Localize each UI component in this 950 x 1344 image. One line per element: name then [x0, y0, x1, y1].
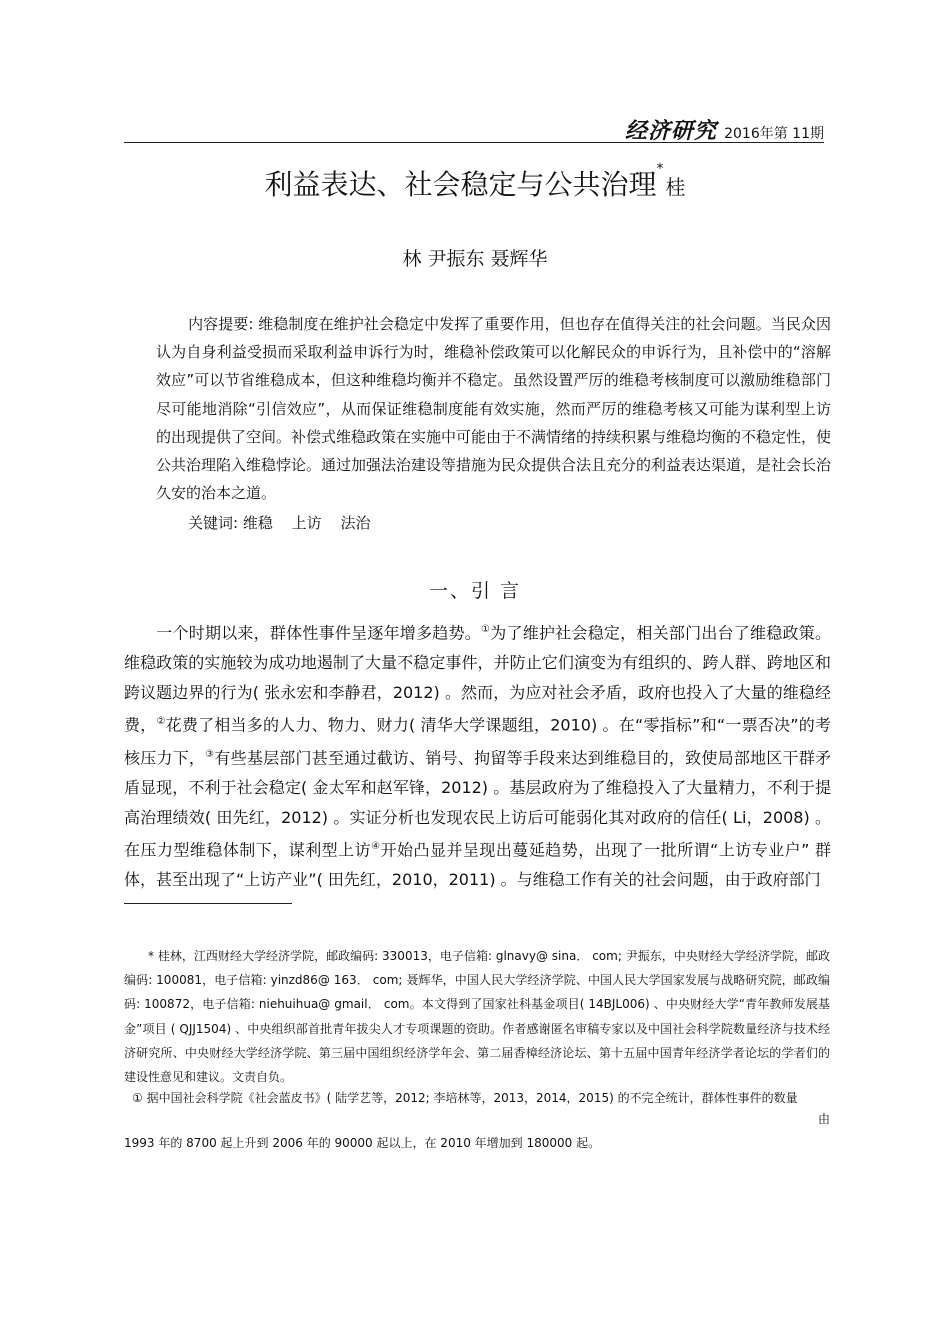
journal-masthead: [625, 114, 824, 145]
keywords: [188, 509, 384, 537]
body-text-2: 为了维护社会稳定，相关部门出台了维稳政策。维稳政策的实施较为成功地遏制了大量不稳定事件，并防止它们演变为有组织的、跨人群、跨地区和跨议题边界的行为( 张永宏和李静君，2012) 。然而，为应对社会矛盾，政府也投入了大量的维稳经费，: [124, 623, 831, 735]
author-footnote-text: * 桂林，江西财经大学经济学院，邮政编码: 330013，电子信箱: glnavy@ sina． com; 尹振东，中央财经大学经济学院，邮政编码: 100081，电子信箱: yinzd86@ 163． com; 聂辉华，中国人民大学经济学院、中国人民大学国家发展与战略研究院，邮政编码: 100872，电子信箱: niehuihua@ gmail． com。本文得到了国家社科基金项目( 14BJL006) 、中央财经大学“青年教师发展基金”项目 ( QJJ1504) 、中央组织部首批青年拔尖人才专项课题的资助。作者感谢匿名审稿专家以及中国社会科学院数量经济与技术经济研究所、中央财经大学经济学院、第三届中国组织经济学年会、第二届香樟经济论坛、第十五届中国青年经济学者论坛的学者们的建设性意见和建议。文责自负。: [124, 949, 830, 1085]
article-title: [0, 163, 950, 203]
footnote-ref: ②: [156, 716, 166, 728]
abstract-text: 内容提要: 维稳制度在维护社会稳定中发挥了重要作用，但也存在值得关注的社会问题。当民众因认为自身利益受损而采取利益申诉行为时，维稳补偿政策可以化解民众的申诉行为，且补偿中的“溶解效应”可以节省维稳成本，但这种维稳均衡并不稳定。虽然设置严厉的维稳考核制度可以激励维稳部门尽可能地消除“引信效应”，从而保证维稳制度能有效实施，然而严厉的维稳考核又可能为谋利型上访的出现提供了空间。补偿式维稳政策在实施中可能由于不满情绪的持续积累与维稳均衡的不稳定性，使公共治理陷入维稳悖论。通过加强法治建设等措施为民众提供合法且充分的利益表达渠道，是社会长治久安的治本之道。: [156, 315, 832, 503]
footnote-ref: ③: [205, 749, 215, 761]
footnote-1-text: ① 据中国社会科学院《社会蓝皮书》( 陆学艺等，2012; 李培林等，2013，2014，2015) 的不完全统计，群体性事件的数量: [132, 1091, 798, 1105]
footnote-1-continuation: 1993 年的 8700 起上升到 2006 年的 90000 起以上，在 2010 年增加到 180000 起。: [124, 1136, 601, 1150]
article-title-text: 利益表达、社会稳定与公共治理: [264, 168, 657, 201]
body-text-1: 一个时期以来，群体性事件呈逐年增多趋势。: [156, 623, 482, 643]
body-text-4: 有些基层部门甚至通过截访、销号、拘留等手段来达到维稳目的，致使局部地区干群矛盾显现，不利于社会稳定( 金太军和赵军锋，2012) 。基层政府为了维稳投入了大量精力，不利于提高治理绩效( 田先红，2012) 。实证分析也发现农民上访后可能弱化其对政府的信任( Li，2008) 。在压力型维稳体制下，谋利型上访: [124, 748, 831, 860]
title-suffix: 桂: [665, 175, 686, 199]
journal-header: [124, 112, 824, 143]
section-heading: 一、引 言: [428, 580, 522, 602]
title-footnote-mark: *: [656, 161, 664, 177]
keywords-label: 关键词:: [188, 514, 239, 532]
keyword-item: 维稳: [242, 514, 273, 532]
journal-issue: 2016年第 11期: [724, 126, 824, 142]
author-footnote: [124, 944, 830, 1089]
keyword-item: 法治: [340, 514, 371, 532]
abstract: [156, 310, 831, 507]
footnote-1: [124, 1086, 830, 1110]
keyword-item: 上访: [291, 514, 322, 532]
body-text-5: 开始凸显并呈现出蔓延趋势，出现了一批所谓“上访专业户” 群体，甚至出现了“上访产业”( 田先红，2010，2011) 。与维稳工作有关的社会问题，由于政府部门: [124, 840, 832, 890]
footnote-ref: ①: [481, 624, 491, 635]
footnote-1-tail: 由: [817, 1112, 830, 1126]
footnote-ref: ④: [371, 841, 381, 853]
body-paragraph: [124, 615, 831, 895]
journal-logo: 经济研究: [624, 118, 717, 144]
footnote-divider: [124, 903, 292, 904]
body-text-3: 花费了相当多的人力、物力、财力( 清华大学课题组，2010) 。在“零指标”和“一票否决”的考核压力下，: [124, 715, 831, 768]
author-list: 林 尹振东 聂辉华: [402, 248, 548, 270]
